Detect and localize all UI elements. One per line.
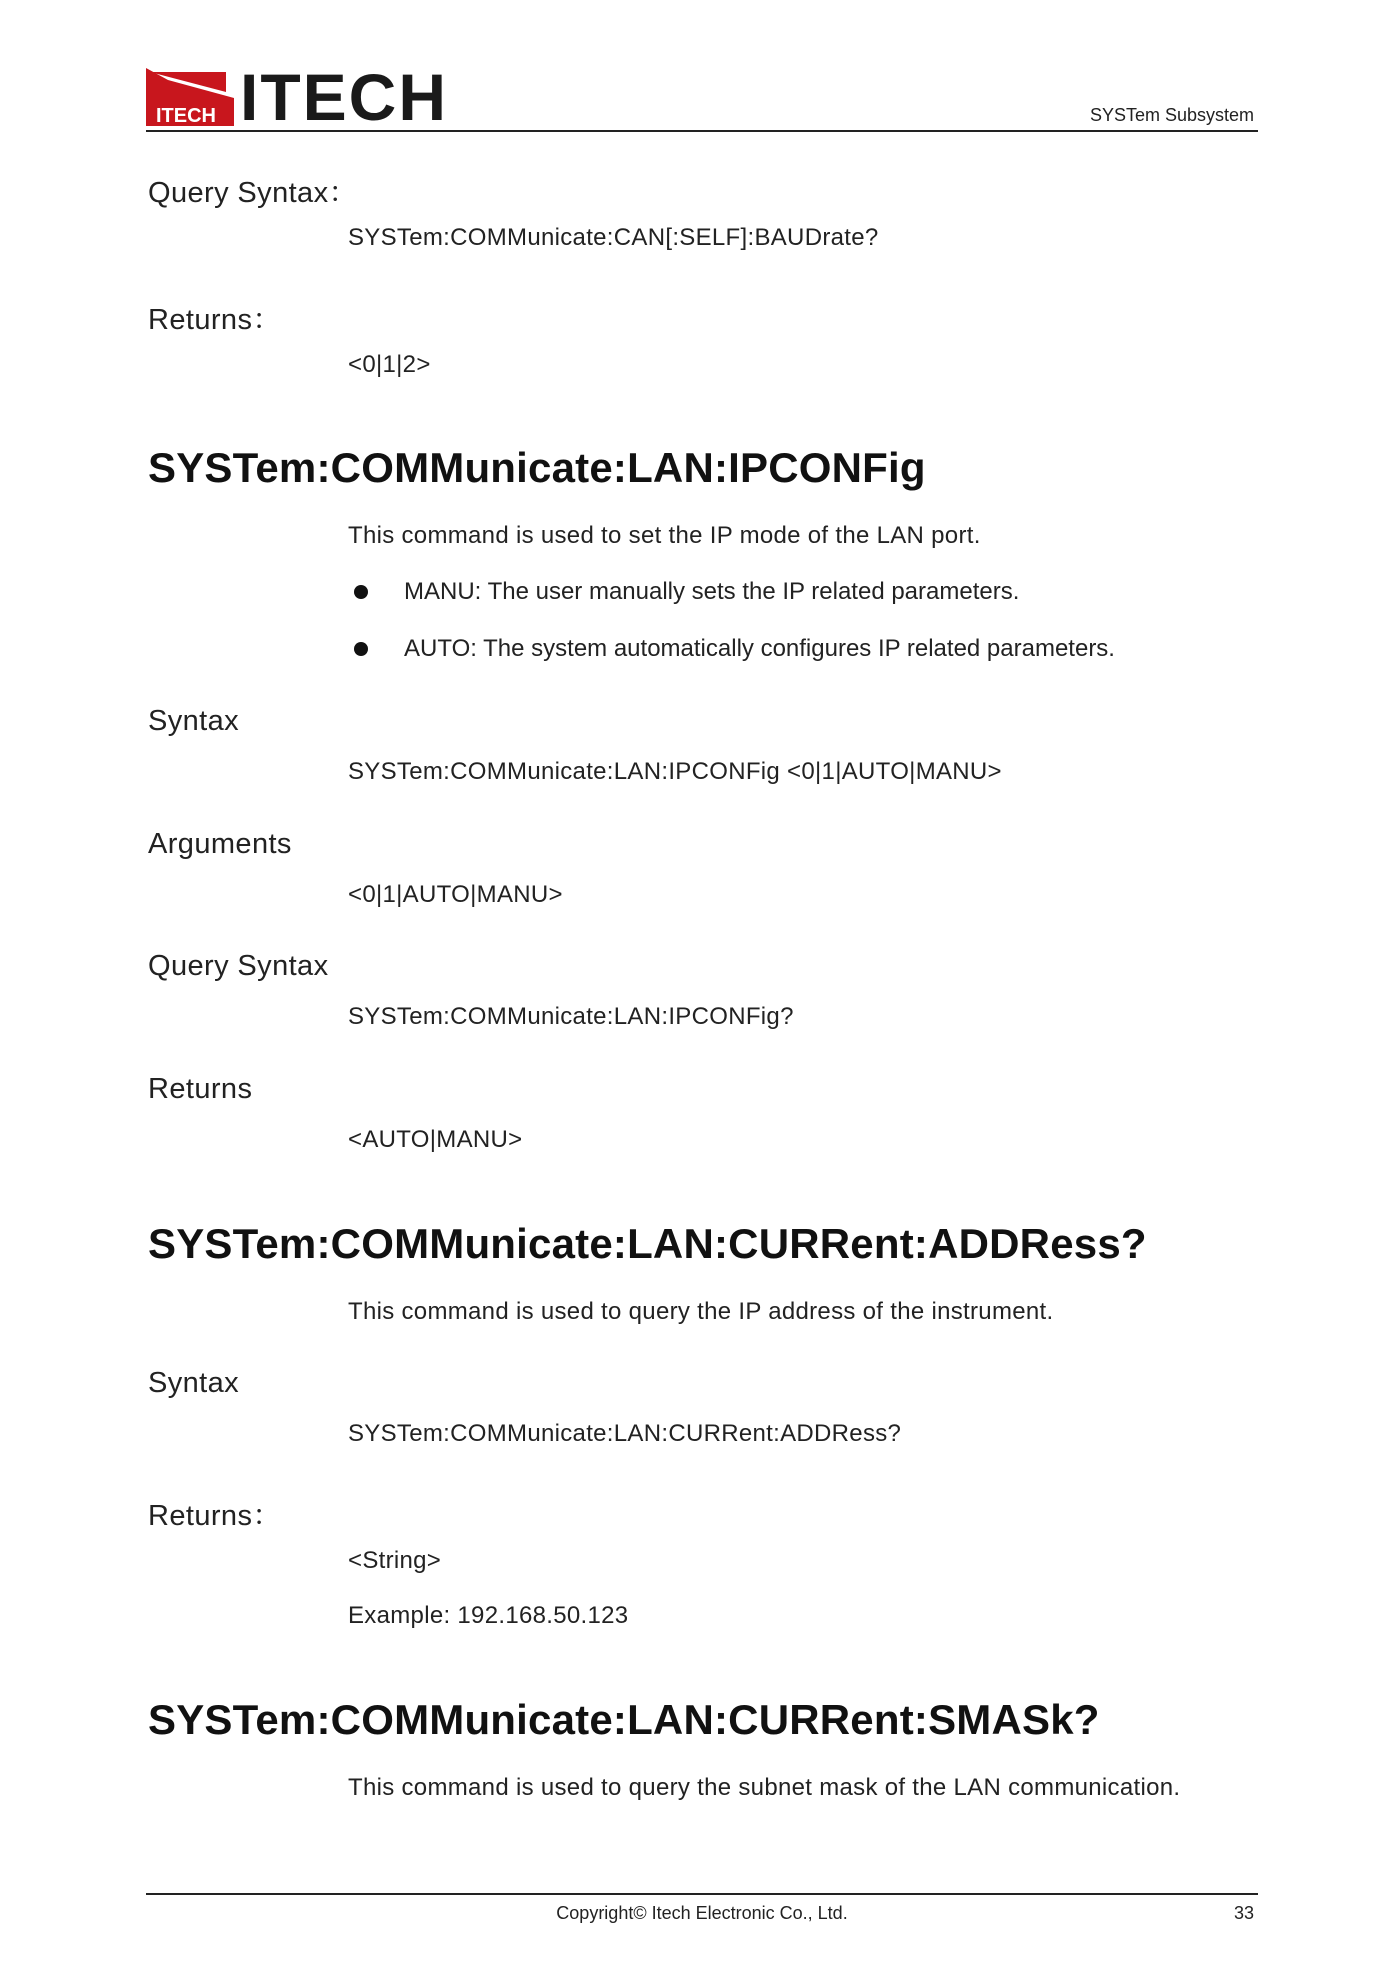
section-title: SYSTem Subsystem [1089,105,1254,125]
command-description: This command is used to query the subnet mask of the LAN communication. [348,1774,1181,1801]
command-heading-current-smask: SYSTem:COMMunicate:LAN:CURRent:SMASk? [148,1696,1100,1743]
returns-value: <AUTO|MANU> [348,1126,523,1153]
list-item [348,578,1019,606]
list-item [348,635,1115,663]
svg-text:ITECH: ITECH [156,105,216,126]
query-syntax-label: Query Syntax [148,950,329,982]
list-item-text: AUTO: The system automatically configures IP related parameters. [404,635,1115,662]
page-header [146,60,1258,134]
query-syntax-value: SYSTem:COMMunicate:LAN:IPCONFig? [348,1003,794,1030]
query-syntax-value: SYSTem:COMMunicate:CAN[:SELF]:BAUDrate? [348,224,879,251]
copyright-text: Copyright© Itech Electronic Co., Ltd. [556,1903,848,1923]
page-number: 33 [1233,1903,1254,1923]
bullet-icon [354,585,368,599]
returns-label: Returns： [148,1500,282,1532]
returns-value: <0|1|2> [348,351,431,378]
syntax-label: Syntax [148,705,240,737]
logo-wordmark: ITECH [240,60,448,134]
syntax-label: Syntax [148,1367,240,1399]
syntax-value: SYSTem:COMMunicate:LAN:IPCONFig <0|1|AUTO|MANU> [348,758,1002,785]
arguments-value: <0|1|AUTO|MANU> [348,881,563,908]
list-item-text: MANU: The user manually sets the IP related parameters. [404,578,1020,605]
page-footer [146,1893,1258,1923]
query-syntax-label: Query Syntax： [148,177,358,209]
syntax-value: SYSTem:COMMunicate:LAN:CURRent:ADDRess? [348,1420,902,1447]
bullet-icon [354,642,368,656]
command-heading-ipconfig: SYSTem:COMMunicate:LAN:IPCONFig [148,444,926,491]
example-text: Example: 192.168.50.123 [348,1602,629,1629]
arguments-label: Arguments [148,828,292,860]
returns-value: <String> [348,1547,442,1574]
returns-label: Returns： [148,304,282,336]
command-description: This command is used to query the IP address of the instrument. [348,1298,1054,1325]
command-description: This command is used to set the IP mode of the LAN port. [348,522,981,549]
command-heading-current-address: SYSTem:COMMunicate:LAN:CURRent:ADDRess? [148,1220,1147,1267]
itech-logo-mark-icon [146,68,234,126]
returns-label: Returns [148,1073,253,1105]
itech-logo [146,60,448,134]
